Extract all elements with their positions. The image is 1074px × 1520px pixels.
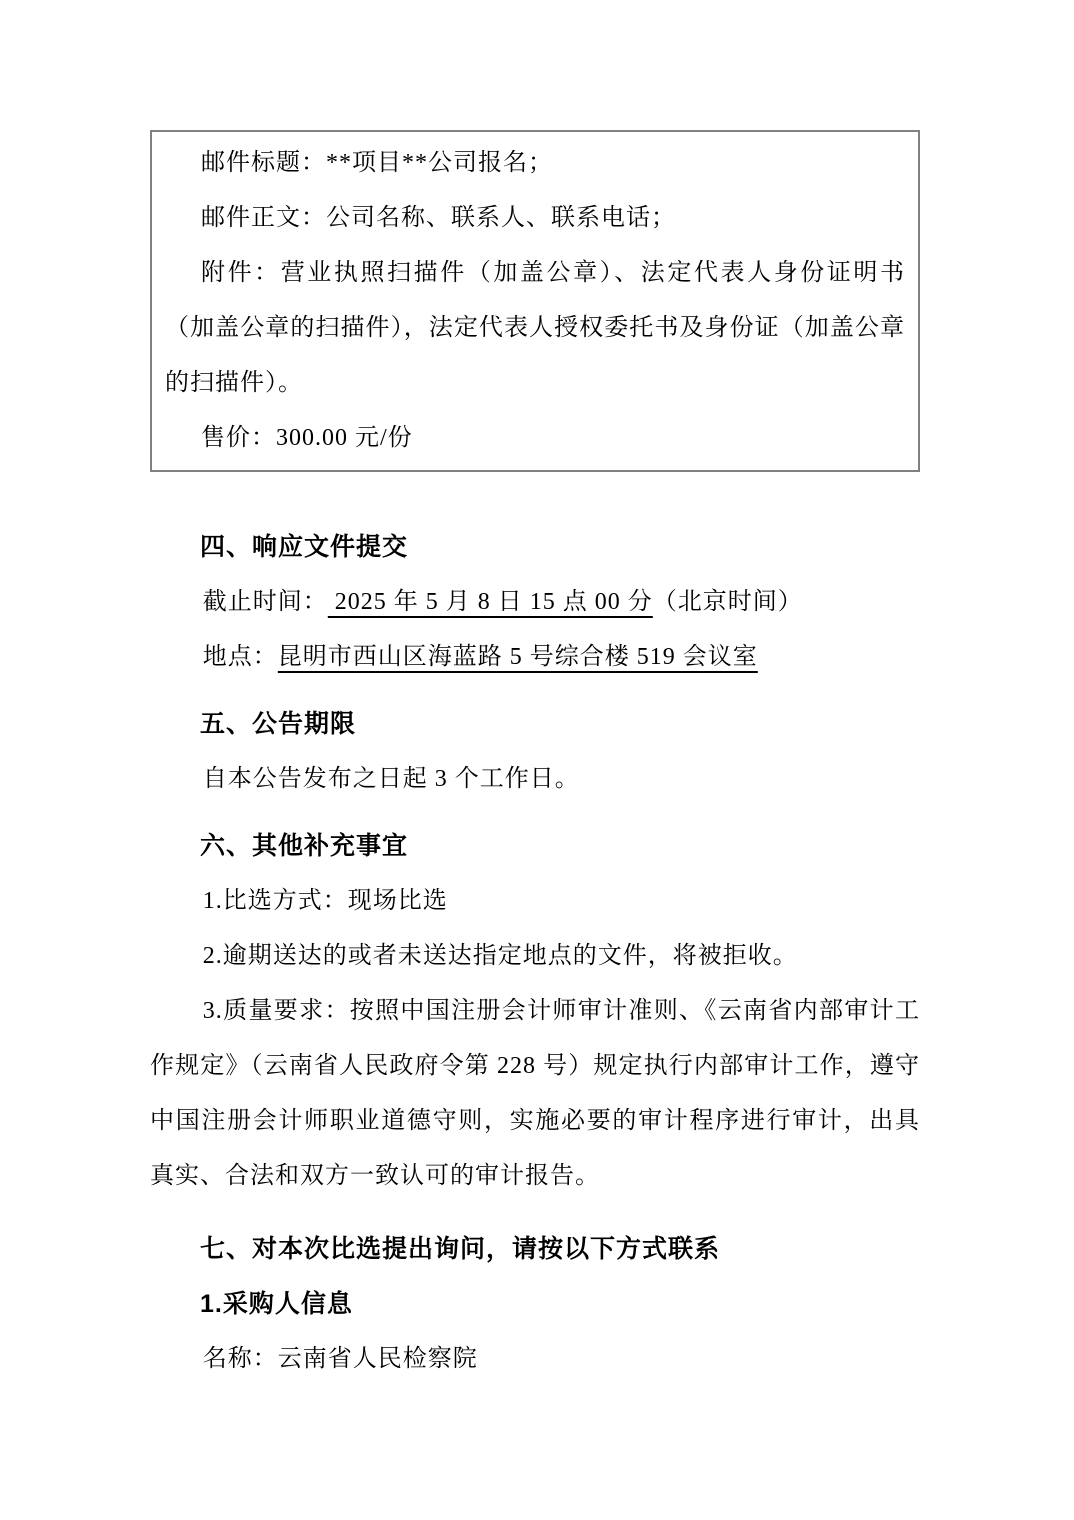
email-registration-notice-box — [150, 130, 920, 472]
location-label: 地点： — [202, 644, 278, 670]
section6-heading: 六、其他补充事宜 — [200, 832, 409, 860]
email-title-line: 邮件标题：**项目**公司报名； — [201, 150, 553, 176]
email-body-line: 邮件正文：公司名称、联系人、联系电话； — [201, 205, 676, 231]
section5-heading: 五、公告期限 — [200, 710, 357, 738]
deadline-suffix: （北京时间） — [652, 589, 803, 615]
supplementary-item-2: 2.逾期送达的或者未送达指定地点的文件，将被拒收。 — [202, 943, 798, 969]
submission-location-line — [150, 630, 920, 685]
supplementary-item-3: 3.质量要求：按照中国注册会计师审计准则、《云南省内部审计工作规定》（云南省人民政府令第 228 号）规定执行内部审计工作，遵守中国注册会计师职业道德守则，实施必要的审计程序进行审计，出具真实、合法和双方一致认可的审计报告。 — [150, 998, 920, 1189]
attachments-line: 附件：营业执照扫描件（加盖公章）、法定代表人身份证明书（加盖公章的扫描件），法定代表人授权委托书及身份证（加盖公章的扫描件）。 — [165, 260, 905, 396]
announcement-period-line: 自本公告发布之日起 3 个工作日。 — [202, 766, 580, 792]
supplementary-item-1: 1.比选方式：现场比选 — [202, 888, 448, 914]
deadline-label: 截止时间： — [202, 589, 328, 615]
submission-deadline-line — [150, 575, 920, 630]
section7-heading: 七、对本次比选提出询问，请按以下方式联系 — [200, 1235, 721, 1263]
location-value: 昆明市西山区海蓝路 5 号综合楼 519 会议室 — [277, 644, 758, 670]
purchaser-name-line: 名称：云南省人民检察院 — [202, 1346, 478, 1372]
purchaser-info-heading: 1.采购人信息 — [200, 1290, 353, 1318]
deadline-value: 2025 年 5 月 8 日 15 点 00 分 — [327, 589, 653, 615]
section4-heading: 四、响应文件提交 — [200, 533, 409, 561]
price-line: 售价：300.00 元/份 — [201, 425, 413, 451]
